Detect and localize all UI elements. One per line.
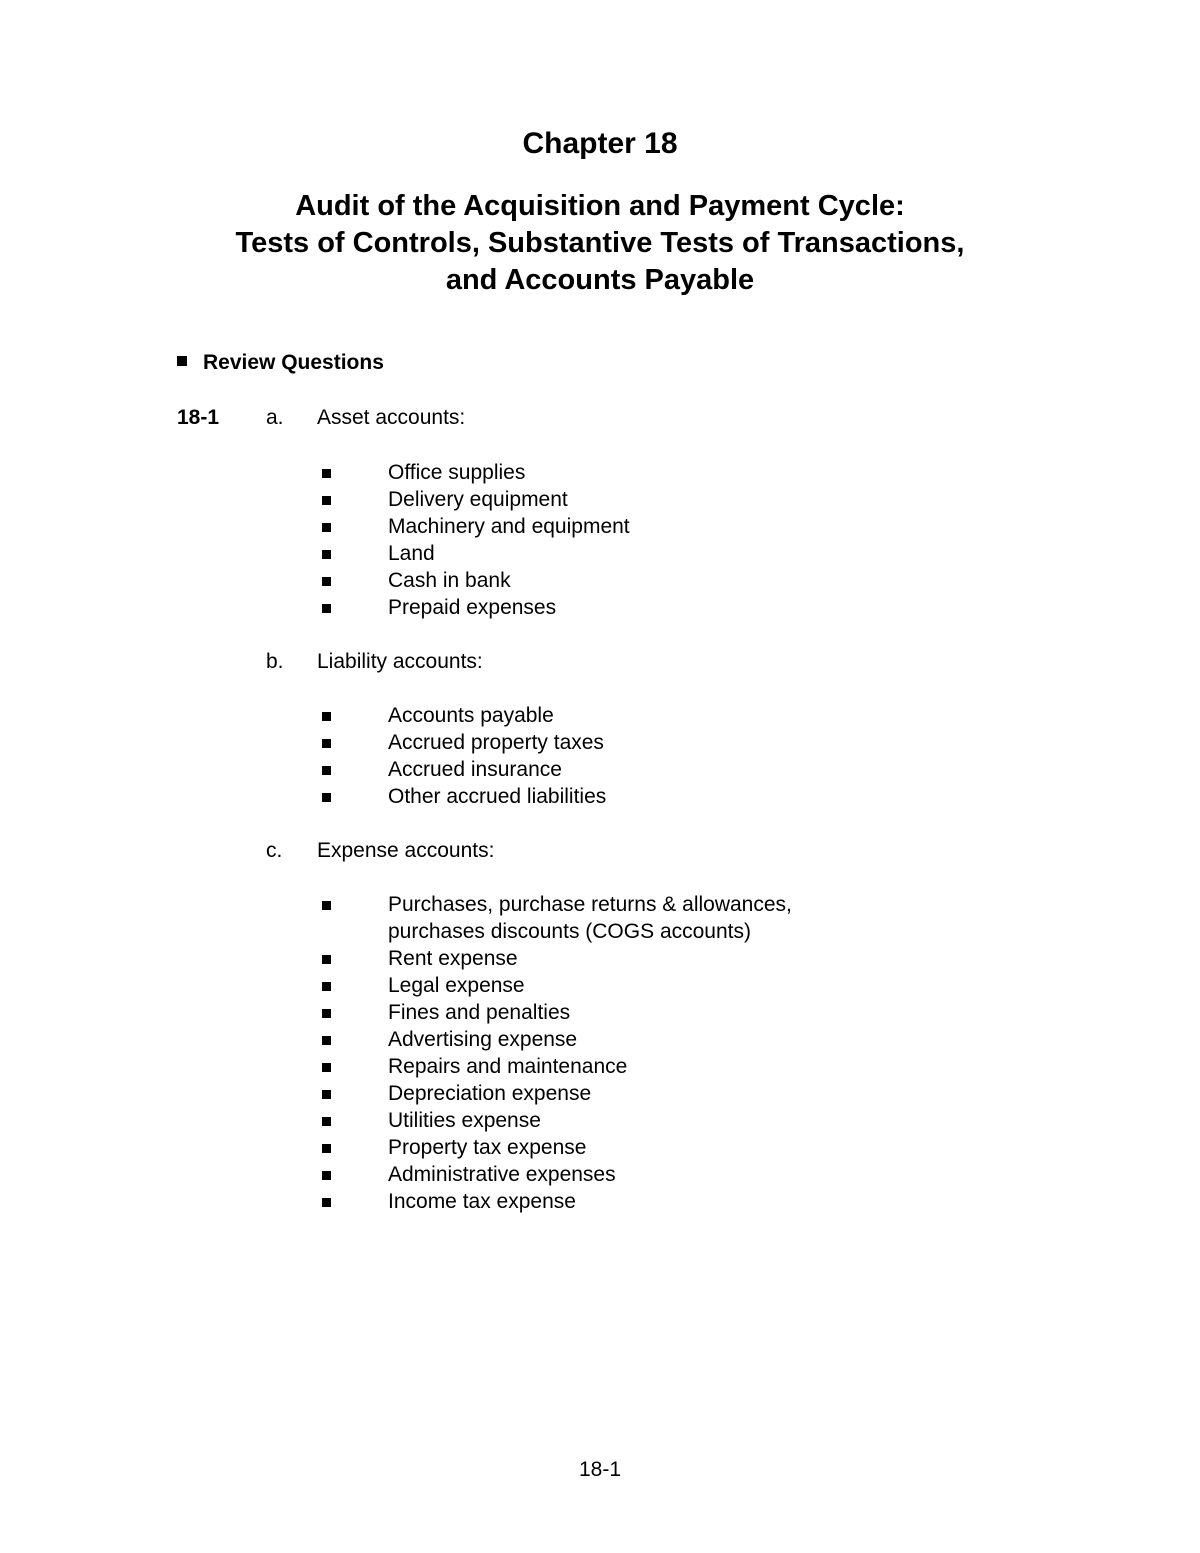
- square-bullet-icon: [322, 1009, 331, 1018]
- question-number: 18-1: [177, 406, 220, 429]
- square-bullet-icon: [322, 1036, 331, 1045]
- chapter-title: Chapter 18: [522, 127, 678, 160]
- square-bullet-icon: [322, 1117, 331, 1126]
- square-bullet-icon: [322, 955, 331, 964]
- list-item: [322, 1080, 792, 1107]
- list-item: [322, 729, 606, 756]
- list-item-text: Accounts payable: [388, 704, 554, 727]
- list-item-text: Purchases, purchase returns & allowances, purchases discounts (COGS accounts): [388, 893, 792, 943]
- square-bullet-icon: [322, 739, 331, 748]
- square-bullet-icon: [322, 1144, 331, 1153]
- section-heading-label: Review Questions: [203, 351, 384, 374]
- list-item-text: Rent expense: [388, 947, 518, 970]
- subtitle-line: Audit of the Acquisition and Payment Cycle:: [295, 190, 905, 222]
- square-bullet-icon: [322, 496, 331, 505]
- square-bullet-icon: [322, 469, 331, 478]
- list-item-text: Administrative expenses: [388, 1163, 616, 1186]
- list-item-text: Fines and penalties: [388, 1001, 571, 1024]
- bullet-list: [322, 702, 606, 810]
- part-letter: c.: [266, 839, 283, 862]
- square-bullet-icon: [322, 577, 331, 586]
- part-heading: Expense accounts:: [317, 839, 495, 862]
- list-item-text: Other accrued liabilities: [388, 785, 607, 808]
- list-item-text: Land: [388, 542, 435, 565]
- list-item-text: Income tax expense: [388, 1190, 576, 1213]
- square-bullet-icon: [322, 1198, 331, 1207]
- square-bullet-icon: [322, 1090, 331, 1099]
- list-item: [322, 1053, 792, 1080]
- list-item-text: Delivery equipment: [388, 488, 568, 511]
- list-item: [322, 999, 792, 1026]
- list-item: [322, 1134, 792, 1161]
- list-item-text: Depreciation expense: [388, 1082, 592, 1105]
- square-bullet-icon: [322, 523, 331, 532]
- list-item: [322, 540, 630, 567]
- list-item: [322, 1161, 792, 1188]
- list-item-text: Advertising expense: [388, 1028, 578, 1051]
- list-item: [322, 1188, 792, 1215]
- square-bullet-icon: [322, 712, 331, 721]
- list-item-text: Property tax expense: [388, 1136, 587, 1159]
- list-item-text: Repairs and maintenance: [388, 1055, 628, 1078]
- list-item: [322, 891, 792, 945]
- list-item-text: Prepaid expenses: [388, 596, 557, 619]
- part-letter: b.: [266, 650, 284, 673]
- list-item: [322, 1026, 792, 1053]
- square-bullet-icon: [322, 982, 331, 991]
- square-bullet-icon: [322, 1063, 331, 1072]
- square-bullet-icon: [322, 1171, 331, 1180]
- part-heading: Asset accounts:: [317, 406, 466, 429]
- list-item: [322, 594, 630, 621]
- section-heading: [177, 350, 384, 376]
- list-item-text: Accrued insurance: [388, 758, 562, 781]
- list-item-text: Cash in bank: [388, 569, 511, 592]
- square-bullet-icon: [322, 766, 331, 775]
- list-item: [322, 972, 792, 999]
- part-letter: a.: [266, 406, 284, 429]
- square-bullet-icon: [322, 901, 331, 910]
- list-item: [322, 486, 630, 513]
- subtitle-line: and Accounts Payable: [445, 264, 755, 296]
- list-item: [322, 513, 630, 540]
- list-item-text: Legal expense: [388, 974, 525, 997]
- bullet-list: [322, 459, 630, 621]
- list-item-text: Utilities expense: [388, 1109, 541, 1132]
- list-item: [322, 945, 792, 972]
- square-bullet-icon: [322, 550, 331, 559]
- list-item: [322, 1107, 792, 1134]
- square-bullet-icon: [322, 793, 331, 802]
- list-item-text: Office supplies: [388, 461, 526, 484]
- list-item-text: Accrued property taxes: [388, 731, 604, 754]
- square-bullet-icon: [177, 356, 187, 366]
- bullet-list: [322, 891, 792, 1215]
- list-item: [322, 783, 606, 810]
- part-heading: Liability accounts:: [317, 650, 483, 673]
- subtitle-line: Tests of Controls, Substantive Tests of Transactions,: [235, 227, 965, 259]
- list-item: [322, 756, 606, 783]
- list-item-text: Machinery and equipment: [388, 515, 630, 538]
- list-item: [322, 702, 606, 729]
- list-item: [322, 567, 630, 594]
- chapter-subtitle: [0, 188, 1200, 299]
- list-item: [322, 459, 630, 486]
- square-bullet-icon: [322, 604, 331, 613]
- page-number: 18-1: [578, 1458, 622, 1481]
